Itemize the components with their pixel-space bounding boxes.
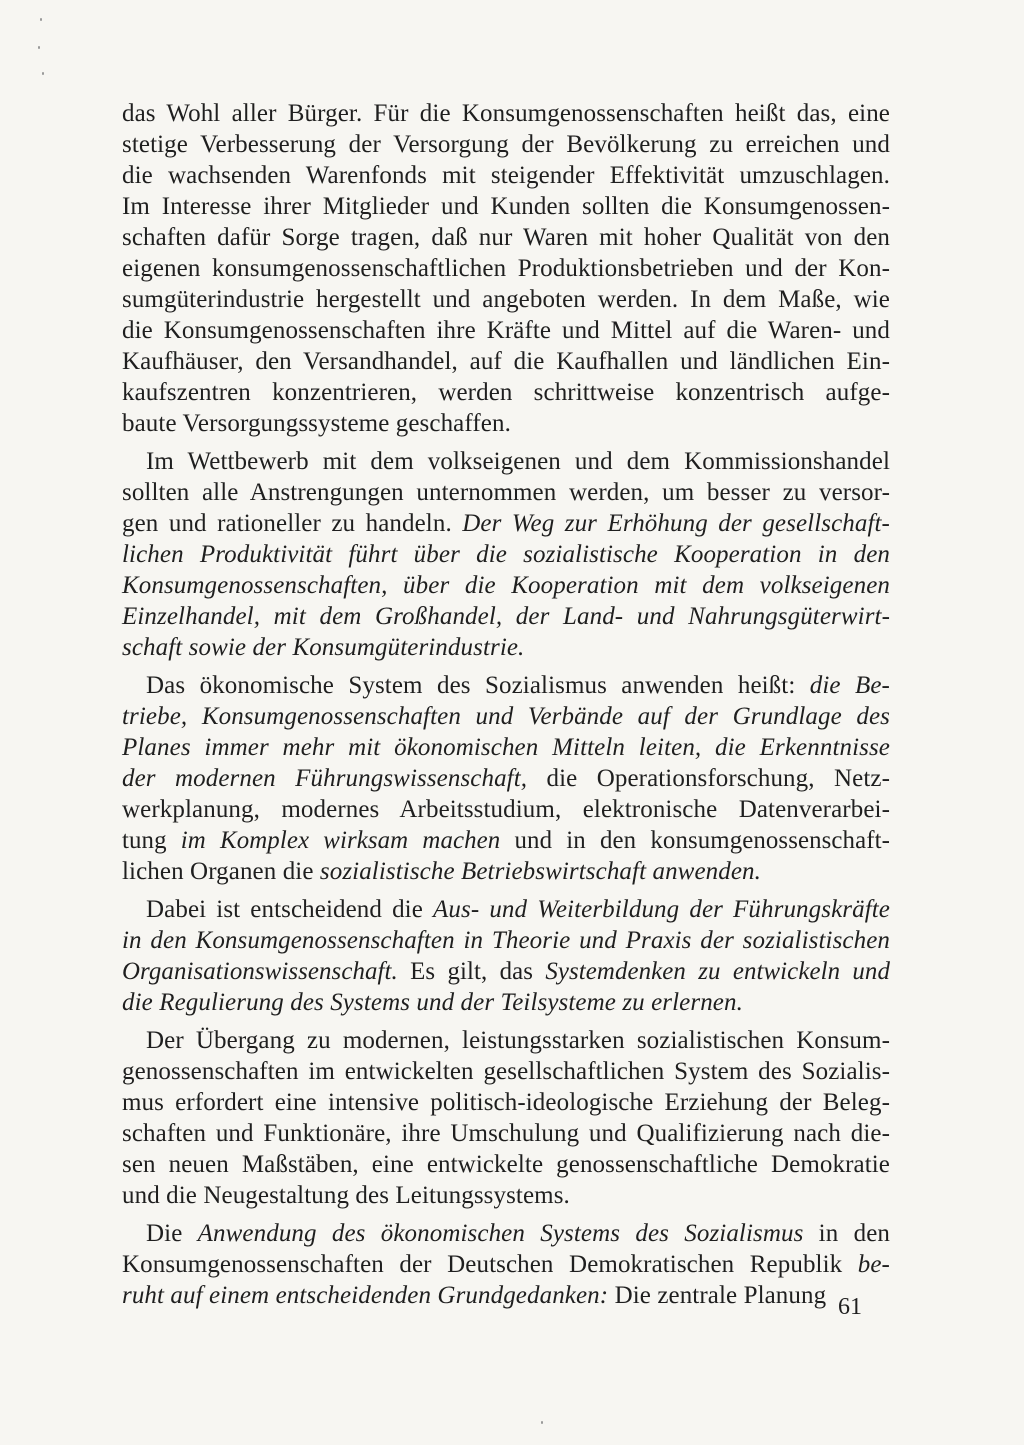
italic-text-run: die Regulierung des Systems und der Teilsysteme zu erlernen. (122, 989, 743, 1016)
text-run: sen neuen Maßstäben, eine entwickelte genossenschaftliche Demokratie (122, 1151, 890, 1178)
text-run: sumgüterindustrie hergestellt und angeboten werden. In dem Maße, wie (122, 286, 890, 313)
text-line (122, 539, 890, 570)
text-line (122, 408, 890, 439)
text-run: Das ökonomische System des Sozialismus anwenden heißt: (146, 672, 810, 699)
page-number: 61 (838, 1294, 862, 1320)
text-line (122, 377, 890, 408)
text-run: stetige Verbesserung der Versorgung der Bevölkerung zu erreichen und (122, 131, 890, 158)
paragraph-gap (122, 887, 890, 894)
text-line (122, 825, 890, 856)
italic-text-run: triebe, Konsumgenossenschaften und Verbände auf der Grundlage des (122, 703, 890, 730)
text-run: Die (146, 1220, 198, 1247)
text-line (122, 315, 890, 346)
paragraph-gap (122, 1018, 890, 1025)
text-run: und in den konsumgenossenschaft- (500, 827, 890, 854)
text-line (122, 160, 890, 191)
text-run: sollten alle Anstrengungen unternommen werden, um besser zu versor- (122, 479, 890, 506)
text-line (122, 1056, 890, 1087)
text-run: Es gilt, das (397, 958, 546, 985)
text-run: werkplanung, modernes Arbeitsstudium, elektronische Datenverarbei- (122, 796, 890, 823)
text-run: die Konsumgenossenschaften ihre Kräfte und Mittel auf die Waren- und (122, 317, 890, 344)
italic-text-run: ruht auf einem entscheidenden Grundgedanken: (122, 1282, 609, 1309)
text-line (122, 98, 890, 129)
text-line (122, 1118, 890, 1149)
text-run: das Wohl aller Bürger. Für die Konsumgenossenschaften heißt das, eine (122, 100, 890, 127)
scan-speck (541, 1421, 543, 1424)
text-run: Konsumgenossenschaften der Deutschen Demokratischen Republik (122, 1251, 858, 1278)
text-line (122, 732, 890, 763)
text-line (122, 446, 890, 477)
text-line (122, 129, 890, 160)
text-line (122, 508, 890, 539)
text-line (122, 632, 890, 663)
italic-text-run: Aus- und Weiterbildung der Führungskräfte (433, 896, 890, 923)
italic-text-run: der modernen Führungswissenschaft, (122, 765, 528, 792)
text-line (122, 1249, 890, 1280)
text-run: Im Wettbewerb mit dem volkseigenen und dem Kommissionshandel (146, 448, 890, 475)
italic-text-run: Der Weg zur Erhöhung der gesellschaft- (462, 510, 890, 537)
text-line (122, 925, 890, 956)
italic-text-run: Organisationswissenschaft. (122, 958, 398, 985)
italic-text-run: be- (857, 1251, 890, 1278)
paragraph-gap (122, 439, 890, 446)
text-line (122, 987, 890, 1018)
paragraph-gap (122, 1211, 890, 1218)
italic-text-run: lichen Produktivität führt über die sozialistische Kooperation in den (122, 541, 890, 568)
scan-speck (42, 72, 44, 75)
body-text (122, 98, 890, 1311)
text-line (122, 1218, 890, 1249)
text-run: tung (122, 827, 181, 854)
text-line (122, 477, 890, 508)
text-run: Im Interesse ihrer Mitglieder und Kunden sollten die Konsumgenossen- (122, 193, 890, 220)
text-line (122, 253, 890, 284)
text-run: genossenschaften im entwickelten gesellschaftlichen System des Sozialis- (122, 1058, 890, 1085)
italic-text-run: in den Konsumgenossenschaften in Theorie und Praxis der sozialistischen (122, 927, 890, 954)
text-run: lichen Organen die (122, 858, 320, 885)
text-run: schaften und Funktionäre, ihre Umschulung und Qualifizierung nach die- (122, 1120, 890, 1147)
text-line (122, 794, 890, 825)
italic-text-run: Planes immer mehr mit ökonomischen Mitteln leiten, die Erkenntnisse (122, 734, 890, 761)
italic-text-run: Einzelhandel, mit dem Großhandel, der Land- und Nahrungsgüterwirt- (122, 603, 890, 630)
text-run: kaufszentren konzentrieren, werden schrittweise konzentrisch aufge- (122, 379, 890, 406)
text-run: Kaufhäuser, den Versandhandel, auf die Kaufhallen und ländlichen Ein- (122, 348, 890, 375)
text-run: mus erfordert eine intensive politisch-ideologische Erziehung der Beleg- (122, 1089, 890, 1116)
text-line (122, 222, 890, 253)
text-run: die wachsenden Warenfonds mit steigender Effektivität umzuschlagen. (122, 162, 890, 189)
italic-text-run: schaft sowie der Konsumgüterindustrie. (122, 634, 525, 661)
italic-text-run: die Be- (809, 672, 890, 699)
text-run: gen und rationeller zu handeln. (122, 510, 463, 537)
text-run: die Operationsforschung, Netz- (527, 765, 890, 792)
text-line (122, 763, 890, 794)
text-run: Der Übergang zu modernen, leistungsstarken sozialistischen Konsum- (146, 1027, 890, 1054)
text-line (122, 1149, 890, 1180)
text-line (122, 1180, 890, 1211)
text-run: in den (803, 1220, 890, 1247)
scan-speck (38, 46, 40, 49)
italic-text-run: sozialistische Betriebswirtschaft anwenden. (319, 858, 761, 885)
italic-text-run: im Komplex wirksam machen (180, 827, 501, 854)
text-line (122, 701, 890, 732)
italic-text-run: Anwendung des ökonomischen Systems des Sozialismus (197, 1220, 804, 1247)
italic-text-run: Systemdenken zu entwickeln und (545, 958, 890, 985)
text-line (122, 670, 890, 701)
text-line (122, 191, 890, 222)
text-line (122, 284, 890, 315)
text-line (122, 1025, 890, 1056)
text-line (122, 570, 890, 601)
text-line (122, 856, 890, 887)
text-run: Die zentrale Planung (608, 1282, 827, 1309)
paragraph-gap (122, 663, 890, 670)
italic-text-run: Konsumgenossenschaften, über die Kooperation mit dem volkseigenen (122, 572, 890, 599)
text-line (122, 956, 890, 987)
text-line (122, 894, 890, 925)
text-run: baute Versorgungssysteme geschaffen. (122, 410, 511, 437)
text-run: und die Neugestaltung des Leitungssystems. (122, 1182, 570, 1209)
text-run: schaften dafür Sorge tragen, daß nur Waren mit hoher Qualität von den (122, 224, 890, 251)
text-line (122, 346, 890, 377)
text-run: Dabei ist entscheidend die (146, 896, 434, 923)
text-line (122, 601, 890, 632)
text-line (122, 1280, 890, 1311)
text-run: eigenen konsumgenossenschaftlichen Produktionsbetrieben und der Kon- (122, 255, 890, 282)
scan-speck (40, 18, 42, 21)
text-line (122, 1087, 890, 1118)
